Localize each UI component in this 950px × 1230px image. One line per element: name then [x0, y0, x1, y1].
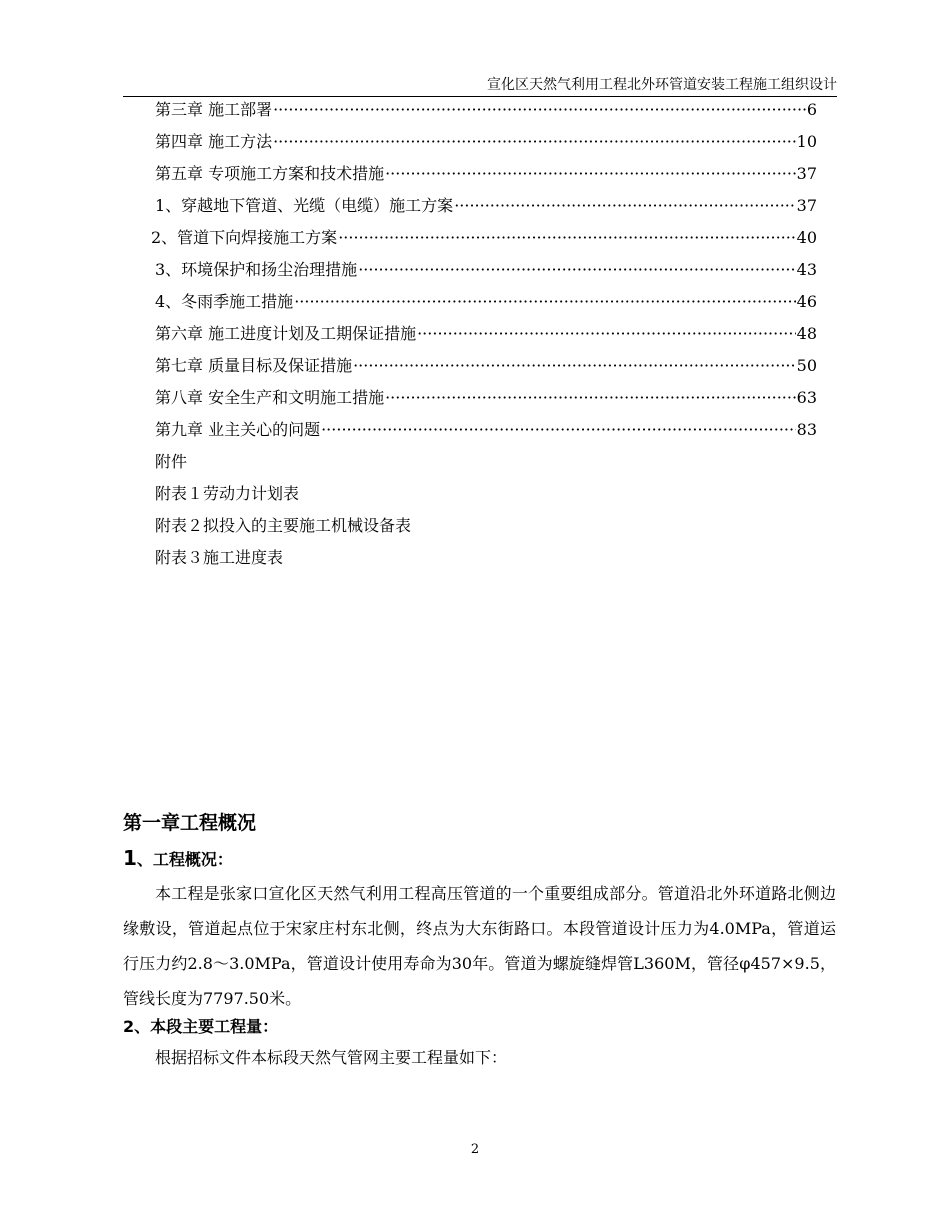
toc-leader-dots [273, 97, 806, 123]
toc-leader-dots [353, 353, 796, 379]
toc-entry[interactable] [155, 193, 817, 225]
toc-appendix-item[interactable]: 附表２拟投入的主要施工机械设备表 [155, 516, 412, 535]
toc-entry-title: 第七章 质量目标及保证措施 [155, 356, 353, 375]
toc-entry-page: 50 [796, 356, 817, 375]
toc-entry-title: 2、管道下向焊接施工方案 [151, 228, 338, 247]
header-title: 宣化区天然气利用工程北外环管道安装工程施工组织设计 [487, 77, 837, 93]
toc-entry-title: 3、环境保护和扬尘治理措施 [155, 260, 358, 279]
toc-entry-title: 第八章 安全生产和文明施工措施 [155, 388, 385, 407]
section-title [123, 846, 233, 870]
toc-entry-page: 43 [796, 260, 817, 279]
toc-leader-dots [358, 257, 795, 283]
toc-entry-page: 63 [796, 388, 817, 407]
toc-appendix-item[interactable]: 附表１劳动力计划表 [155, 484, 300, 503]
toc-entry-page: 37 [796, 196, 817, 215]
section-title: 2、本段主要工程量： [123, 1017, 279, 1036]
toc-leader-dots [273, 129, 796, 155]
page-header [123, 76, 837, 97]
toc-entry-page: 6 [806, 100, 817, 119]
toc-entry[interactable] [151, 225, 817, 257]
toc-appendix-item[interactable]: 附表３施工进度表 [155, 548, 284, 567]
toc-entry-page: 37 [796, 164, 817, 183]
toc-entry-title: 1、穿越地下管道、光缆（电缆）施工方案 [155, 196, 454, 215]
toc-leader-dots [385, 385, 796, 411]
table-of-contents [151, 97, 817, 577]
toc-entry-page: 10 [796, 132, 817, 151]
toc-entry[interactable] [155, 353, 817, 385]
toc-entry[interactable] [155, 385, 817, 417]
toc-entry[interactable] [155, 129, 817, 161]
toc-entry-page: 48 [796, 324, 817, 343]
toc-leader-dots [321, 417, 796, 443]
toc-entry-title: 第四章 施工方法 [155, 132, 273, 151]
toc-leader-dots [294, 289, 795, 315]
toc-entry[interactable] [155, 321, 817, 353]
toc-entry-page: 40 [796, 228, 817, 247]
toc-entry-title: 第三章 施工部署 [155, 100, 273, 119]
toc-entry[interactable] [155, 257, 817, 289]
section-number: 1 [123, 846, 137, 870]
toc-entry[interactable] [155, 417, 817, 449]
toc-entry-page: 46 [796, 292, 817, 311]
toc-entry-title: 4、冬雨季施工措施 [155, 292, 294, 311]
section-title-text: 、工程概况： [136, 850, 233, 869]
page-number: 2 [470, 1142, 480, 1157]
toc-entry-title: 第九章 业主关心的问题 [155, 420, 321, 439]
toc-appendix-heading: 附件 [155, 452, 188, 471]
toc-entry-page: 83 [796, 420, 817, 439]
toc-entry-title: 第六章 施工进度计划及工期保证措施 [155, 324, 417, 343]
toc-entry[interactable] [155, 289, 817, 321]
toc-entry-title: 第五章 专项施工方案和技术措施 [155, 164, 385, 183]
toc-leader-dots [338, 225, 795, 251]
toc-leader-dots [454, 193, 795, 219]
toc-leader-dots [417, 321, 796, 347]
toc-leader-dots [385, 161, 796, 187]
section-body-paragraph: 根据招标文件本标段天然气管网主要工程量如下： [155, 1048, 508, 1067]
chapter-title: 第一章工程概况 [123, 812, 257, 834]
toc-entry[interactable] [155, 97, 817, 129]
toc-entry[interactable] [155, 161, 817, 193]
section-body-paragraph: 本工程是张家口宣化区天然气利用工程高压管道的一个重要组成部分。管道沿北外环道路北侧边缘敷设，管道起点位于宋家庄村东北侧，终点为大东街路口。本段管道设计压力为4.0MPa，管道运行压力约2.8～3.0MPa，管道设计使用寿命为30年。管道为螺旋缝焊管L360M，管径φ457×9.5，管线长度为7797.50米。 [123, 884, 836, 1008]
